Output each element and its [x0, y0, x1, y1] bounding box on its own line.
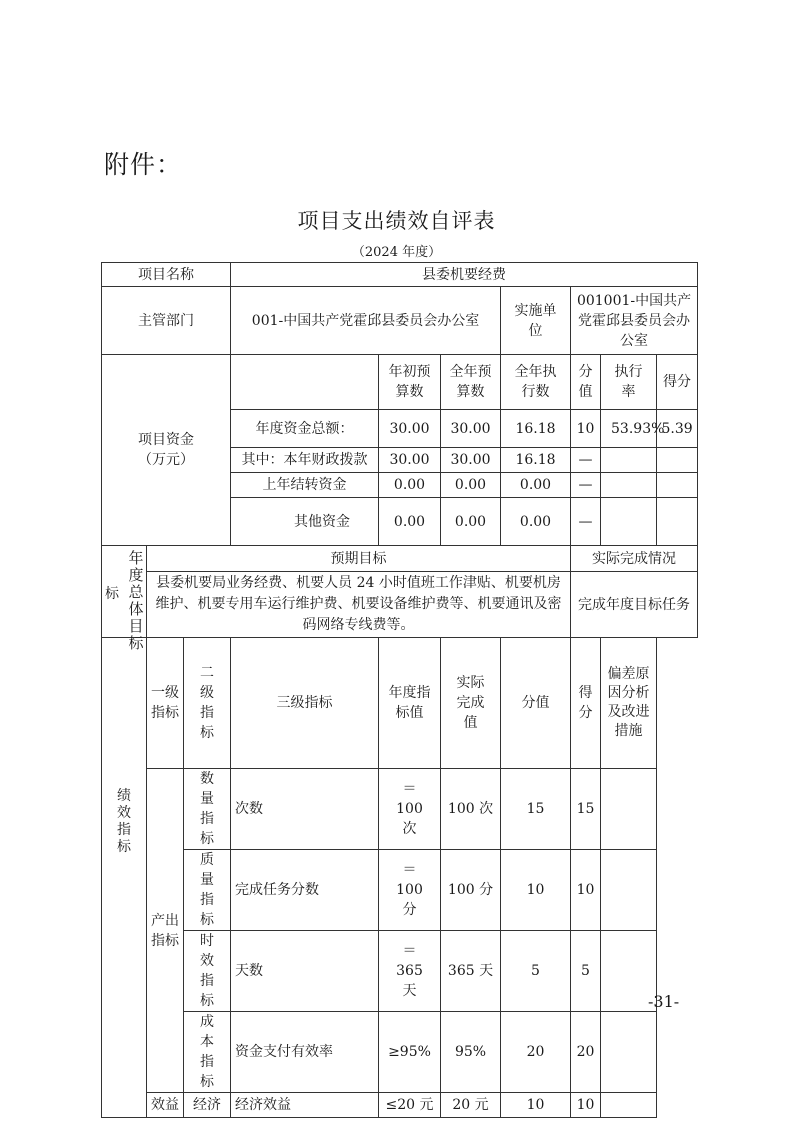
funds-row-executed: 0.00 [501, 498, 571, 546]
goals-outer-label [102, 546, 147, 652]
score-value: 10 [501, 1093, 571, 1118]
funds-row-rate [601, 498, 657, 546]
deviation [601, 769, 657, 850]
indicator-row [102, 769, 698, 850]
score-value: 5 [501, 931, 571, 1012]
funds-row-score [657, 448, 698, 473]
funds-header-score: 得分 [657, 355, 698, 410]
score-value: 15 [501, 769, 571, 850]
expected-goal-text: 县委机要局业务经费、机要人员 24 小时值班工作津贴、机要机房维护、机要专用车运行维护费、机要设备维护费等、机要通讯及密码网络专线费等。 [147, 572, 571, 638]
deviation [601, 850, 657, 931]
department-label: 主管部门 [102, 287, 231, 355]
implementing-unit-value: 001001-中国共产党霍邱县委员会办公室 [571, 287, 698, 355]
indicators-label [102, 638, 147, 1118]
actual-value: 95% [441, 1012, 501, 1093]
indicator-row [102, 1012, 698, 1093]
goals-label: 年度总体目标 [128, 549, 144, 652]
funds-header-score-value: 分值 [571, 355, 601, 410]
target-value: ＝100分 [379, 850, 441, 931]
level3: 次数 [231, 769, 379, 850]
funds-row-score-value: — [571, 473, 601, 498]
page-number: -31- [648, 992, 680, 1011]
funds-row-initial: 0.00 [379, 498, 441, 546]
expected-goal-header: 预期目标 [147, 546, 571, 572]
funds-row-score-value: — [571, 448, 601, 473]
score: 20 [571, 1012, 601, 1093]
header-deviation: 偏差原因分析及改进措施 [601, 638, 657, 769]
actual-value: 365 天 [441, 931, 501, 1012]
header-score: 得分 [571, 638, 601, 769]
funds-header-rate: 执行率 [601, 355, 657, 410]
level3: 完成任务分数 [231, 850, 379, 931]
funds-row-executed: 16.18 [501, 410, 571, 448]
funds-row-name: 其他资金 [231, 498, 379, 546]
goals-content-row [102, 572, 698, 638]
funds-row-score: 5.39 [657, 410, 698, 448]
header-actual: 实际完成值 [441, 638, 501, 769]
self-evaluation-table [101, 262, 698, 1118]
score-value: 20 [501, 1012, 571, 1093]
deviation [601, 1012, 657, 1093]
funds-row-name: 其中：本年财政拨款 [231, 448, 379, 473]
indicator-row [102, 850, 698, 931]
funds-label [102, 355, 231, 546]
goals-outer-char: 标 [105, 586, 119, 602]
indicator-row [102, 1093, 698, 1118]
header-target: 年度指标值 [379, 638, 441, 769]
target-value: ＝365天 [379, 931, 441, 1012]
funds-label-line1: 项目资金 [138, 432, 194, 448]
actual-value: 100 分 [441, 850, 501, 931]
funds-row-rate [601, 448, 657, 473]
funds-row-rate [601, 473, 657, 498]
funds-row-name: 年度资金总额： [231, 410, 379, 448]
level2: 成本指标 [184, 1012, 231, 1093]
header-level3: 三级指标 [231, 638, 379, 769]
funds-row-executed: 16.18 [501, 448, 571, 473]
score: 5 [571, 931, 601, 1012]
funds-header-executed: 全年执行数 [501, 355, 571, 410]
funds-row-annual: 0.00 [441, 498, 501, 546]
project-name-value: 县委机要经费 [231, 263, 698, 287]
implementing-unit-label: 实施单位 [501, 287, 571, 355]
score: 10 [571, 850, 601, 931]
actual-value: 20 元 [441, 1093, 501, 1118]
header-level2: 二级指标 [184, 638, 231, 769]
target-value: ≤20 元 [379, 1093, 441, 1118]
indicators-header-row [102, 638, 698, 769]
funds-row-name: 上年结转资金 [231, 473, 379, 498]
level2: 质量指标 [184, 850, 231, 931]
level3: 经济效益 [231, 1093, 379, 1118]
funds-label-line2: （万元） [138, 452, 194, 468]
funds-row-score [657, 473, 698, 498]
score-value: 10 [501, 850, 571, 931]
funds-header-row [102, 355, 698, 410]
level1-benefit: 效益 [147, 1093, 184, 1118]
indicators-label-text: 绩效指标 [117, 788, 131, 855]
funds-row-rate: 53.93% [601, 410, 657, 448]
deviation [601, 1093, 657, 1118]
header-level1: 一级指标 [147, 638, 184, 769]
target-value: ≥95% [379, 1012, 441, 1093]
level2: 经济 [184, 1093, 231, 1118]
score: 10 [571, 1093, 601, 1118]
funds-row-initial: 30.00 [379, 410, 441, 448]
indicator-row [102, 931, 698, 1012]
attachment-label: 附件： [104, 150, 183, 179]
funds-header-blank [231, 355, 379, 410]
project-name-label: 项目名称 [102, 263, 231, 287]
funds-row-score-value: — [571, 498, 601, 546]
target-value: ＝100次 [379, 769, 441, 850]
funds-row-initial: 0.00 [379, 473, 441, 498]
funds-row-score-value: 10 [571, 410, 601, 448]
actual-completion-text: 完成年度目标任务 [571, 572, 698, 638]
level2: 数量指标 [184, 769, 231, 850]
project-name-row [102, 263, 698, 287]
funds-row-initial: 30.00 [379, 448, 441, 473]
page-subtitle: （2024 年度） [351, 245, 442, 260]
level1-output: 产出指标 [147, 769, 184, 1093]
level3: 资金支付有效率 [231, 1012, 379, 1093]
actual-value: 100 次 [441, 769, 501, 850]
page-title: 项目支出绩效自评表 [297, 209, 496, 233]
score: 15 [571, 769, 601, 850]
funds-row-score [657, 498, 698, 546]
level2: 时效指标 [184, 931, 231, 1012]
funds-header-initial: 年初预算数 [379, 355, 441, 410]
department-row [102, 287, 698, 355]
funds-row-annual: 30.00 [441, 448, 501, 473]
department-value: 001-中国共产党霍邱县委员会办公室 [231, 287, 501, 355]
goals-header-row [102, 546, 698, 572]
funds-row-executed: 0.00 [501, 473, 571, 498]
header-score-value: 分值 [501, 638, 571, 769]
actual-completion-header: 实际完成情况 [571, 546, 698, 572]
funds-header-annual: 全年预算数 [441, 355, 501, 410]
funds-row-annual: 0.00 [441, 473, 501, 498]
level3: 天数 [231, 931, 379, 1012]
funds-row-annual: 30.00 [441, 410, 501, 448]
